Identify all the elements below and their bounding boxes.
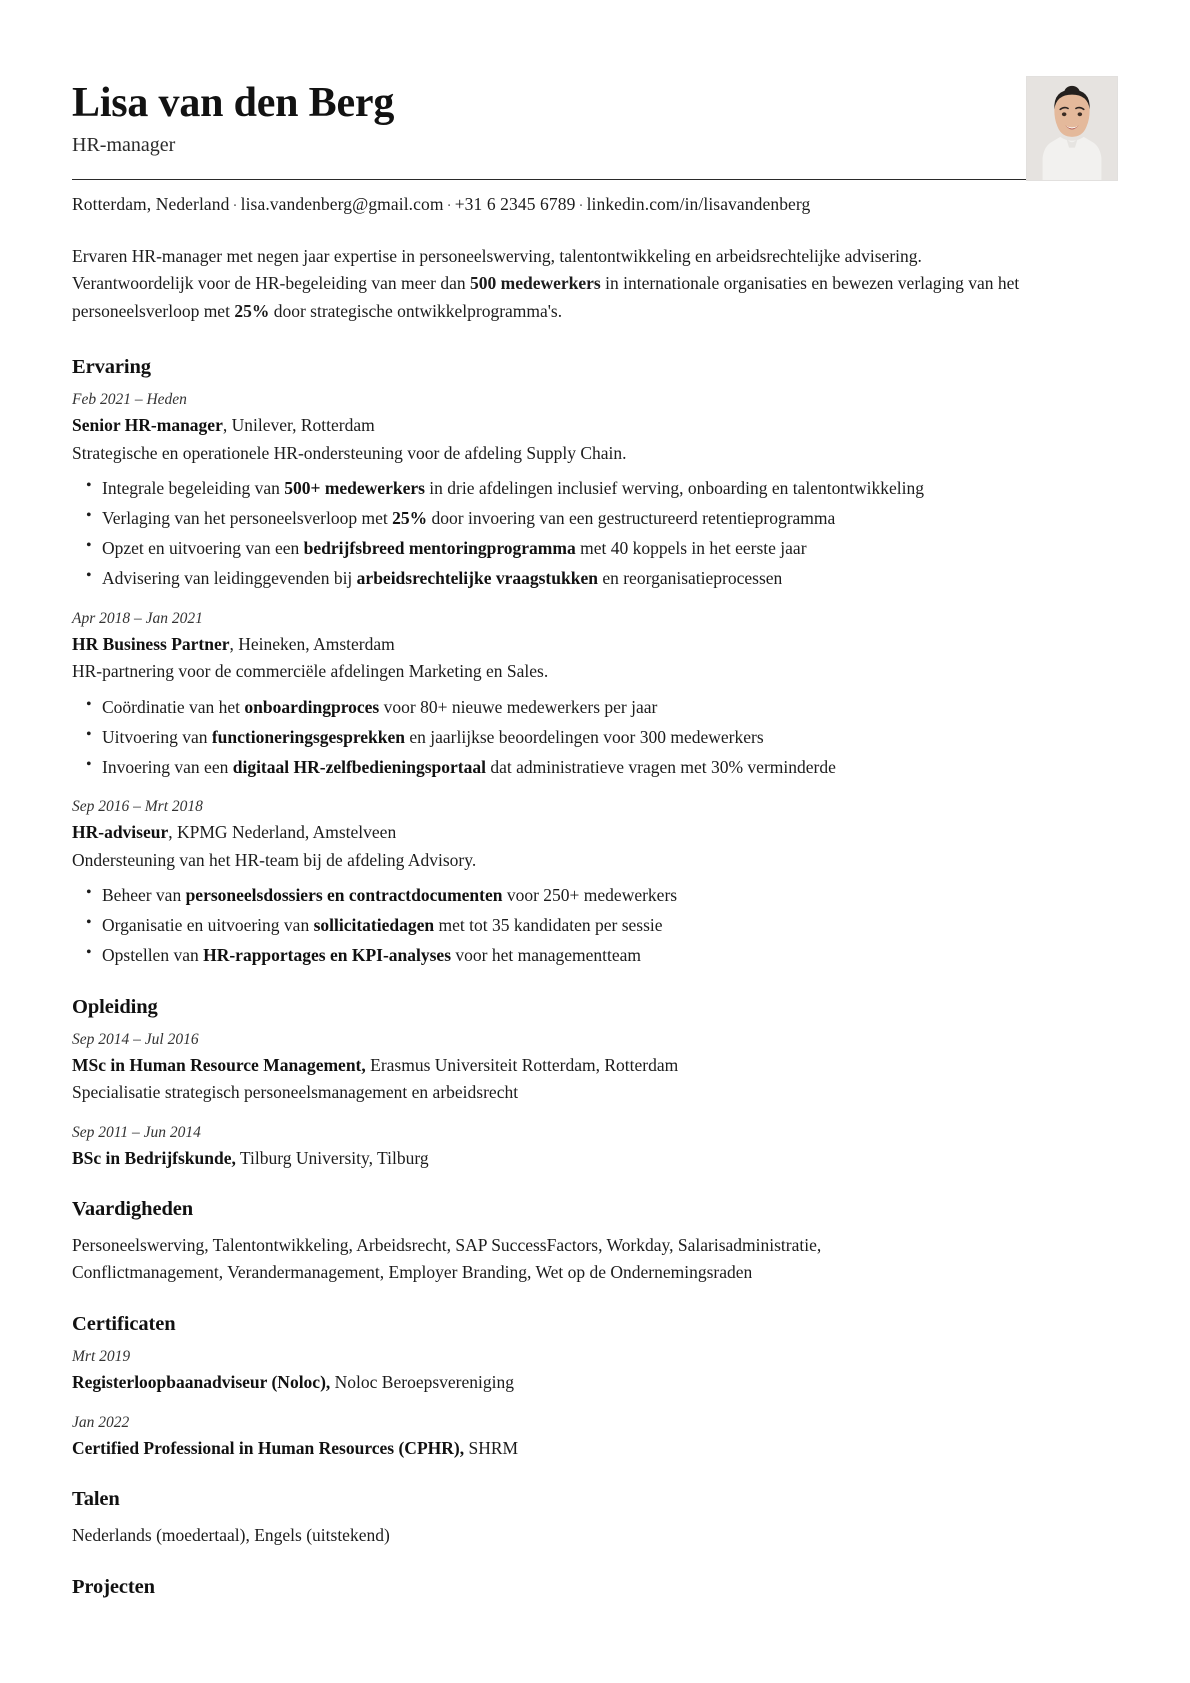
section-opleiding [72, 996, 1040, 1171]
bullet-text-pre: Verlaging van het personeelsverloop met [102, 508, 393, 529]
education-entry [72, 1030, 1040, 1106]
bullet-text-pre: Uitvoering van [102, 726, 212, 747]
entry-role: HR Business Partner [72, 633, 230, 654]
entry-degree: BSc in Bedrijfskunde, [72, 1147, 236, 1168]
entry-description: Ondersteuning van het HR-team bij de afdeling Advisory. [72, 849, 477, 870]
list-item [72, 505, 1040, 532]
bullet-text-pre: Coördinatie van het [102, 696, 245, 717]
section-talen [72, 1488, 1040, 1549]
bullet-text-bold: onboardingproces [244, 696, 380, 717]
resume-header [72, 80, 1040, 157]
entry-title [72, 1146, 1040, 1171]
entry-company: , KPMG Nederland, Amstelveen [168, 822, 397, 843]
entry-date: Sep 2011 – Jun 2014 [72, 1123, 201, 1141]
portrait-photo-icon [1027, 77, 1117, 180]
list-item [72, 565, 1040, 592]
certificate-entry [72, 1413, 1040, 1461]
section-projecten [72, 1576, 1040, 1599]
contact-phone[interactable]: +31 6 2345 6789 [454, 194, 576, 215]
experience-entry [72, 390, 1040, 592]
entry-title [72, 1436, 1040, 1461]
bullet-text-post: met tot 35 kandidaten per sessie [434, 915, 663, 936]
entry-institution: Tilburg University, Tilburg [235, 1147, 429, 1168]
entry-company: , Heineken, Amsterdam [229, 633, 395, 654]
section-certificaten [72, 1313, 1040, 1461]
contact-separator-3: · [578, 198, 584, 215]
bullet-text-bold: digitaal HR-zelfbedieningsportaal [232, 756, 486, 777]
list-item [72, 535, 1040, 562]
contact-line [72, 193, 1040, 217]
entry-bullet-list [72, 882, 1040, 969]
summary-part-1: Ervaren HR-manager met negen jaar expertise in personeelswerving, talentontwikkeling en arbeidsrechtelijke advisering. Verantwoordelijk voor de HR-begeleiding van meer dan [72, 245, 922, 294]
section-ervaring [72, 356, 1040, 968]
section-vaardigheden [72, 1198, 1040, 1287]
contact-separator-1: · [232, 198, 238, 215]
entry-institution: Erasmus Universiteit Rotterdam, Rotterdam [365, 1054, 679, 1075]
list-item [72, 724, 1040, 751]
bullet-text-post: en jaarlijkse beoordelingen voor 300 medewerkers [405, 726, 764, 747]
bullet-text-post: voor 250+ medewerkers [502, 885, 678, 906]
section-heading-projecten: Projecten [72, 1576, 155, 1599]
entry-date: Mrt 2019 [72, 1348, 131, 1366]
bullet-text-post: voor 80+ nieuwe medewerkers per jaar [379, 696, 658, 717]
entry-bullet-list [72, 694, 1040, 781]
bullet-text-post: in drie afdelingen inclusief werving, onboarding en talentontwikkeling [424, 478, 925, 499]
section-heading-ervaring: Ervaring [72, 356, 151, 379]
avatar [1026, 76, 1118, 181]
summary-highlight-percentage: 25% [234, 300, 270, 321]
entry-date: Sep 2016 – Mrt 2018 [72, 798, 203, 816]
bullet-text-post: dat administratieve vragen met 30% verminderde [485, 756, 836, 777]
education-entry [72, 1123, 1040, 1171]
bullet-text-pre: Integrale begeleiding van [102, 478, 285, 499]
bullet-text-post: en reorganisatieprocessen [597, 568, 783, 589]
list-item [72, 942, 1040, 969]
bullet-text-pre: Advisering van leidinggevenden bij [102, 568, 357, 589]
bullet-text-bold: 25% [392, 508, 428, 529]
bullet-text-bold: personeelsdossiers en contractdocumenten [185, 885, 503, 906]
section-heading-vaardigheden: Vaardigheden [72, 1197, 194, 1220]
entry-bullet-list [72, 475, 1040, 592]
entry-date: Jan 2022 [72, 1413, 130, 1431]
section-heading-talen: Talen [72, 1488, 120, 1511]
contact-location: Rotterdam, Nederland [72, 194, 230, 215]
contact-separator-2: · [446, 198, 452, 215]
entry-description: Strategische en operationele HR-ondersteuning voor de afdeling Supply Chain. [72, 442, 627, 463]
list-item [72, 694, 1040, 721]
certificate-name: Certified Professional in Human Resources (CPHR), [72, 1437, 465, 1458]
summary-part-2: in internationale organisaties en bewezen verlaging van het personeelsverloop met [72, 273, 1020, 321]
certificate-entry [72, 1347, 1040, 1395]
skills-text: Personeelswerving, Talentontwikkeling, Arbeidsrecht, SAP SuccessFactors, Workday, Salarisadministratie, Conflictmanagement, Verandermanagement, Employer Branding, Wet op de Ondernemingsraden [72, 1234, 822, 1283]
bullet-text-bold: arbeidsrechtelijke vraagstukken [356, 568, 598, 589]
experience-entry [72, 609, 1040, 780]
certificate-issuer: SHRM [464, 1437, 519, 1458]
entry-title [72, 632, 1040, 657]
contact-email[interactable]: lisa.vandenberg@gmail.com [240, 194, 444, 215]
professional-summary [72, 243, 1034, 326]
bullet-text-post: met 40 koppels in het eerste jaar [575, 538, 807, 559]
entry-role: HR-adviseur [72, 822, 169, 843]
bullet-text-post: voor het managementteam [451, 945, 641, 966]
list-item [72, 912, 1040, 939]
bullet-text-bold: bedrijfsbreed mentoringprogramma [303, 538, 576, 559]
job-title: HR-manager [72, 134, 176, 157]
list-item [72, 882, 1040, 909]
contact-linkedin[interactable]: linkedin.com/in/lisavandenberg [586, 194, 811, 215]
entry-date: Sep 2014 – Jul 2016 [72, 1030, 199, 1048]
entry-role: Senior HR-manager [72, 415, 223, 436]
experience-entry [72, 797, 1040, 968]
bullet-text-bold: HR-rapportages en KPI-analyses [203, 945, 451, 966]
bullet-text-pre: Opstellen van [102, 945, 204, 966]
bullet-text-pre: Opzet en uitvoering van een [102, 538, 304, 559]
section-heading-opleiding: Opleiding [72, 995, 158, 1018]
bullet-text-post: door invoering van een gestructureerd retentieprogramma [427, 508, 836, 529]
entry-title [72, 1370, 1040, 1395]
bullet-text-bold: sollicitatiedagen [313, 915, 435, 936]
entry-company: , Unilever, Rotterdam [222, 415, 375, 436]
certificate-name: Registerloopbaanadviseur (Noloc), [72, 1372, 331, 1393]
page-title: Lisa van den Berg [72, 80, 395, 126]
entry-date: Feb 2021 – Heden [72, 391, 187, 409]
bullet-text-pre: Invoering van een [102, 756, 233, 777]
entry-title [72, 1053, 1040, 1078]
bullet-text-pre: Organisatie en uitvoering van [102, 915, 314, 936]
entry-description: Specialisatie strategisch personeelsmanagement en arbeidsrecht [72, 1082, 519, 1103]
languages-text: Nederlands (moedertaal), Engels (uitstekend) [72, 1525, 390, 1546]
bullet-text-bold: 500+ medewerkers [284, 478, 425, 499]
entry-date: Apr 2018 – Jan 2021 [72, 610, 203, 627]
summary-part-3: door strategische ontwikkelprogramma's. [269, 300, 563, 321]
section-heading-certificaten: Certificaten [72, 1313, 176, 1336]
entry-title [72, 820, 1040, 845]
list-item [72, 754, 1040, 781]
entry-description: HR-partnering voor de commerciële afdelingen Marketing en Sales. [72, 661, 549, 682]
entry-title [72, 413, 1040, 438]
list-item [72, 475, 1040, 502]
entry-degree: MSc in Human Resource Management, [72, 1054, 366, 1075]
bullet-text-pre: Beheer van [102, 885, 186, 906]
certificate-issuer: Noloc Beroepsvereniging [330, 1372, 514, 1393]
summary-highlight-headcount: 500 medewerkers [470, 273, 601, 294]
header-divider [72, 179, 1040, 180]
bullet-text-bold: functioneringsgesprekken [211, 726, 406, 747]
